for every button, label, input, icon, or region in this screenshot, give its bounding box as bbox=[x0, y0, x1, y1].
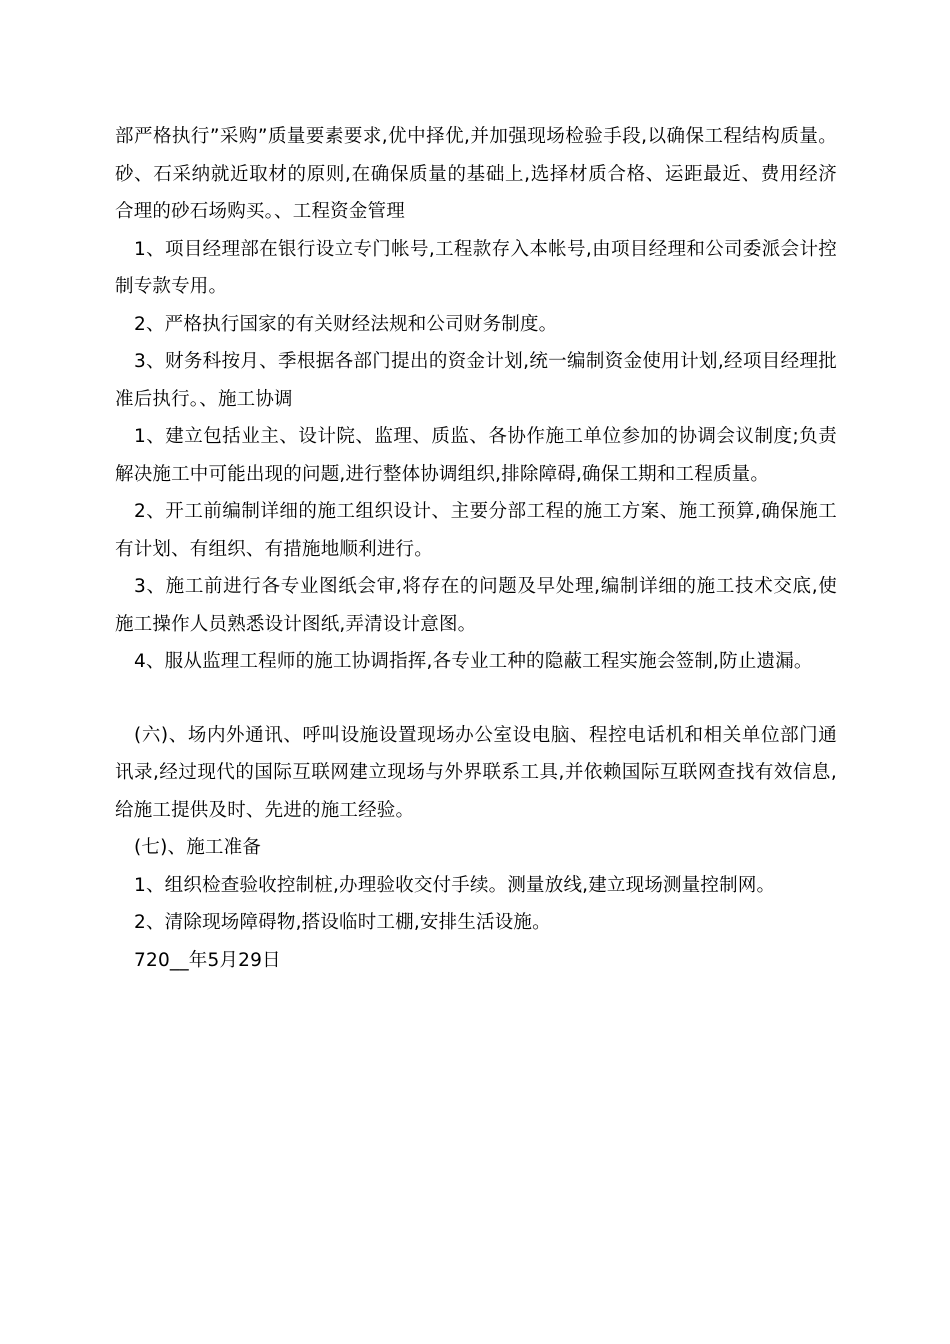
paragraph-control-pile: 1、组织检查验收控制桩,办理验收交付手续。测量放线,建立现场测量控制网。 bbox=[134, 874, 776, 896]
paragraph-site-clearing: 2、清除现场障碍物,搭设临时工棚,安排生活设施。 bbox=[134, 912, 551, 933]
paragraph-drawing-review: 3、施工前进行各专业图纸会审,将存在的问题及早处理,编制详细的施工技术交底,使施工操作人员熟悉设计图纸,弄清设计意图。 bbox=[115, 576, 837, 635]
paragraph-coordination-meeting: 1、建立包括业主、设计院、监理、质监、各协作施工单位参加的协调会议制度;负责解决施工中可能出现的问题,进行整体协调组织,排除障碍,确保工期和工程质量。 bbox=[115, 426, 837, 485]
paragraph-spacer bbox=[115, 681, 837, 717]
paragraph-construction-design: 2、开工前编制详细的施工组织设计、主要分部工程的施工方案、施工预算,确保施工有计划、有组织、有措施地顺利进行。 bbox=[115, 501, 837, 560]
paragraph-communication: (六)、场内外通讯、呼叫设施设置现场办公室设电脑、程控电话机和相关单位部门通讯录,经过现代的国际互联网建立现场与外界联系工具,并依赖国际互联网查找有效信息,给施工提供及时、先进的施工经验。 bbox=[115, 724, 837, 821]
document-page bbox=[115, 118, 837, 979]
paragraph-material-procurement: 部严格执行”采购”质量要素要求,优中择优,并加强现场检验手段,以确保工程结构质量。砂、石采纳就近取材的原则,在确保质量的基础上,选择材质合格、运距最近、费用经济合理的砂石场购买。、工程资金管理 bbox=[115, 126, 837, 222]
section-heading-preparation: (七)、施工准备 bbox=[134, 837, 262, 858]
paragraph-finance-rules: 2、严格执行国家的有关财经法规和公司财务制度。 bbox=[134, 313, 558, 335]
paragraph-fund-account: 1、项目经理部在银行设立专门帐号,工程款存入本帐号,由项目经理和公司委派会计控制专款专用。 bbox=[115, 238, 837, 297]
paragraph-supervision: 4、服从监理工程师的施工协调指挥,各专业工种的隐蔽工程实施会签制,防止遗漏。 bbox=[134, 651, 813, 672]
document-date: 720__年5月29日 bbox=[134, 949, 281, 971]
paragraph-fund-plan: 3、财务科按月、季根据各部门提出的资金计划,统一编制资金使用计划,经项目经理批准后执行。、施工协调 bbox=[115, 351, 837, 410]
